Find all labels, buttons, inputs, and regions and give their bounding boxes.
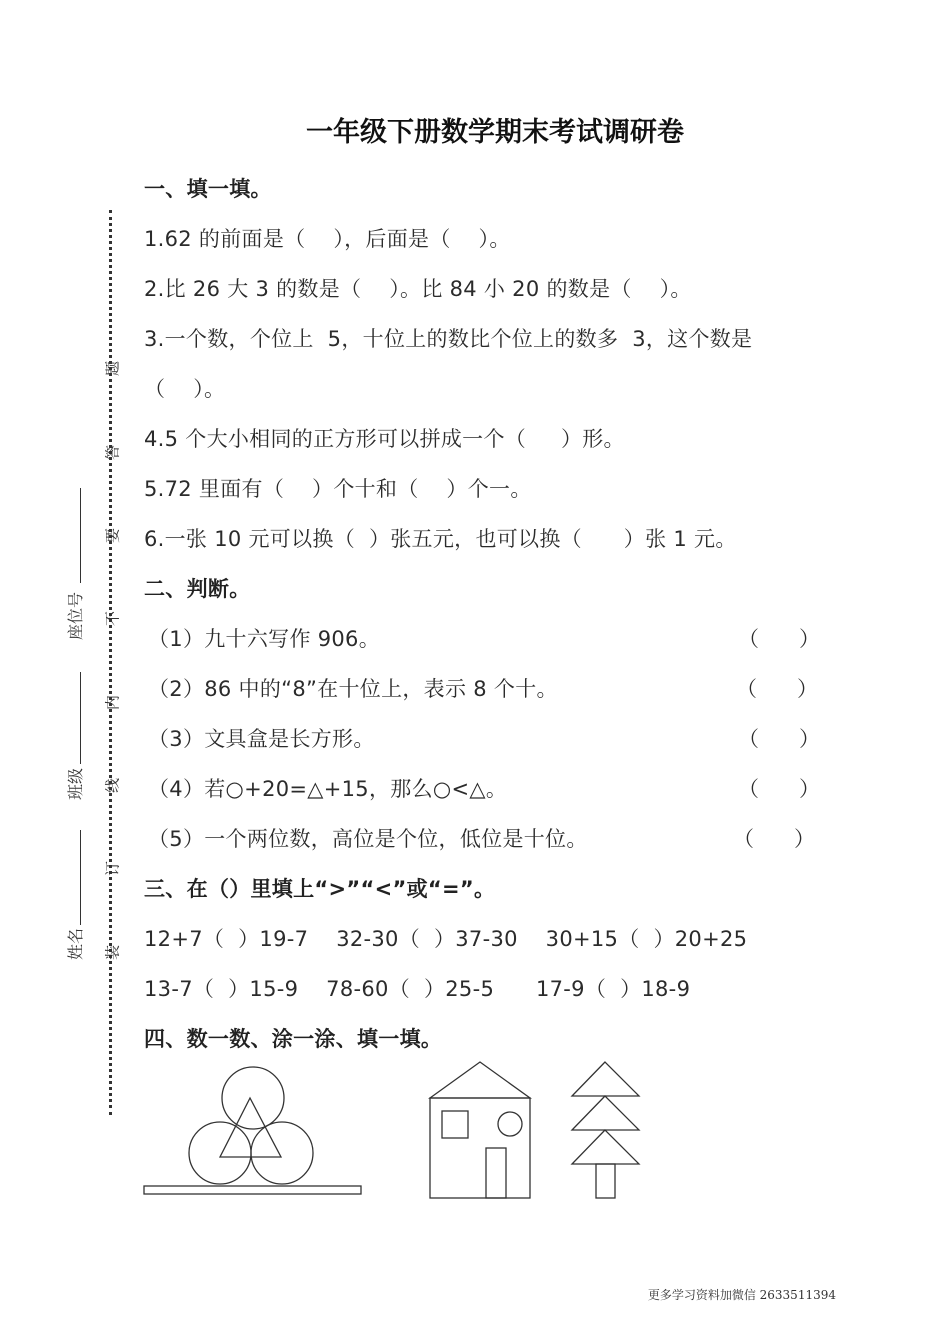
binding-char: 答 xyxy=(103,445,122,461)
page-title: 一年级下册数学期末考试调研卷 xyxy=(306,117,684,148)
circle-shape xyxy=(189,1122,251,1184)
window-square xyxy=(442,1111,468,1138)
window-circle xyxy=(498,1112,522,1136)
judge-item-4: （4）若○+20=△+15，那么○<△。 xyxy=(148,777,508,801)
house-figure xyxy=(430,1062,530,1198)
binding-char: 题 xyxy=(103,361,122,377)
base-rectangle xyxy=(144,1186,361,1194)
compare-row-2: 13-7（ ）15-9 78-60（ ）25-5 17-9（ ）18-9 xyxy=(144,977,691,1001)
roof-triangle xyxy=(430,1062,530,1098)
binding-char: 装 xyxy=(103,945,122,961)
circle-shape xyxy=(251,1122,313,1184)
name-label: 姓名 xyxy=(66,927,85,960)
seat-number-label: 座位号 xyxy=(66,591,85,640)
judge-answer-3[interactable]: （ ） xyxy=(738,727,821,751)
door-rectangle xyxy=(486,1148,506,1198)
tree-triangle xyxy=(572,1062,639,1096)
question-4: 4.5 个大小相同的正方形可以拼成一个（ ）形。 xyxy=(144,427,625,451)
question-3: 3.一个数，个位上 5，十位上的数比个位上的数多 3，这个数是 xyxy=(144,327,753,351)
class-label: 班级 xyxy=(66,767,85,800)
judge-answer-5[interactable]: （ ） xyxy=(733,827,816,851)
circle-shape xyxy=(222,1067,284,1129)
section-3-heading: 三、在（）里填上“>”“<”或“=”。 xyxy=(144,877,496,901)
question-5: 5.72 里面有（ ）个十和（ ）个一。 xyxy=(144,477,532,501)
tree-triangle xyxy=(572,1096,639,1130)
question-1: 1.62 的前面是（ ），后面是（ ）。 xyxy=(144,227,511,251)
trunk-rectangle xyxy=(596,1164,615,1198)
judge-answer-1[interactable]: （ ） xyxy=(738,627,821,651)
judge-item-2: （2）86 中的“8”在十位上，表示 8 个十。 xyxy=(148,677,558,701)
judge-answer-4[interactable]: （ ） xyxy=(738,777,821,801)
tree-figure xyxy=(572,1062,639,1198)
binding-char: 不 xyxy=(103,611,122,627)
section-4-heading: 四、数一数、涂一涂、填一填。 xyxy=(144,1027,443,1051)
binding-char: 要 xyxy=(103,528,122,544)
question-6: 6.一张 10 元可以换（ ）张五元，也可以换（ ）张 1 元。 xyxy=(144,527,737,551)
question-2: 2.比 26 大 3 的数是（ ）。比 84 小 20 的数是（ ）。 xyxy=(144,277,692,301)
compare-row-1: 12+7（ ）19-7 32-30（ ）37-30 30+15（ ）20+25 xyxy=(144,927,748,951)
judge-item-1: （1）九十六写作 906。 xyxy=(148,627,381,651)
judge-item-3: （3）文具盒是长方形。 xyxy=(148,727,375,751)
tree-triangle xyxy=(572,1130,639,1164)
binding-char: 线 xyxy=(103,778,122,794)
binding-char: 订 xyxy=(103,861,122,877)
section-2-heading: 二、判断。 xyxy=(144,577,251,601)
footer-note: 更多学习资料加微信 2633511394 xyxy=(647,1288,836,1302)
judge-item-5: （5）一个两位数，高位是个位，低位是十位。 xyxy=(148,827,588,851)
circles-triangle-figure xyxy=(144,1067,361,1194)
question-3-continued: （ ）。 xyxy=(144,377,226,401)
judge-answer-2[interactable]: （ ） xyxy=(736,677,819,701)
section-1-heading: 一、填一填。 xyxy=(144,177,272,201)
binding-char: 内 xyxy=(103,695,122,711)
